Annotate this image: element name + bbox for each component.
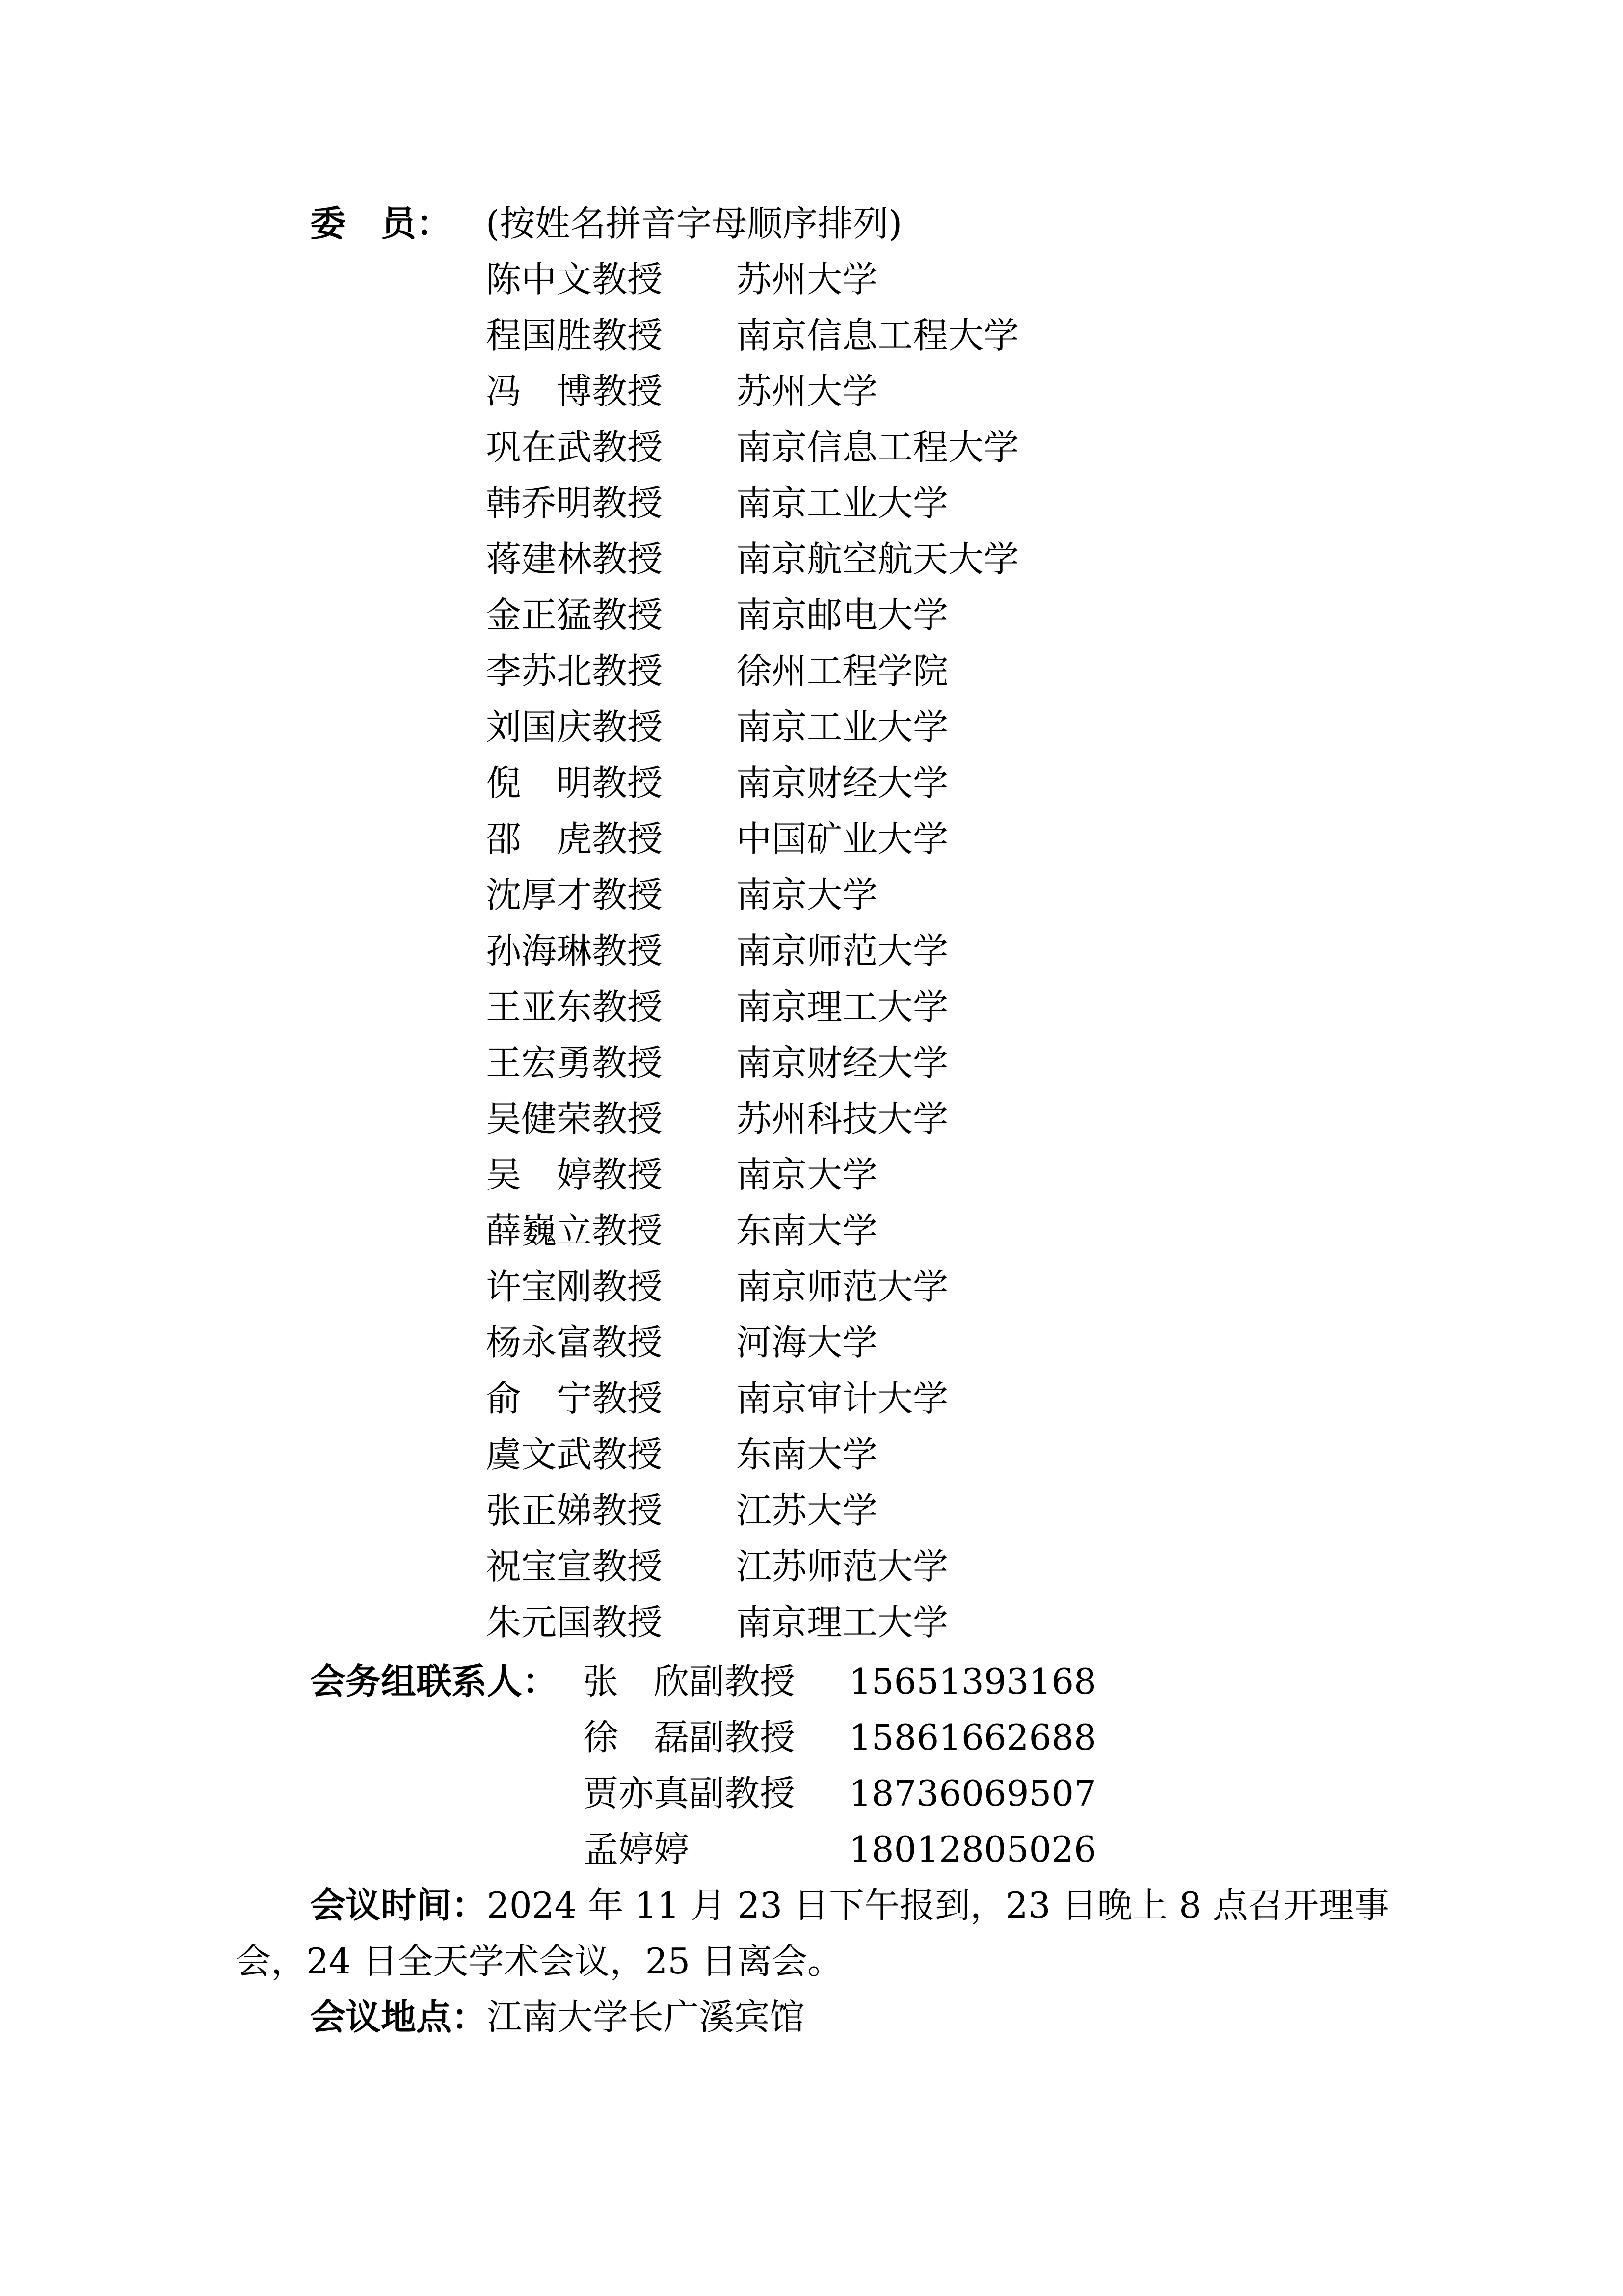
member-name: 祝宝宣教授 [486, 1546, 663, 1587]
committee-member-row [0, 1035, 1623, 1091]
contact-row [0, 1709, 1623, 1765]
meeting-time-line-1 [310, 1877, 1488, 1933]
committee-member-row [0, 1427, 1623, 1483]
member-institution: 南京大学 [736, 874, 878, 916]
member-institution: 南京航空航天大学 [736, 539, 1019, 580]
committee-member-row [0, 251, 1623, 307]
member-institution: 中国矿业大学 [736, 818, 949, 860]
member-name: 蒋建林教授 [486, 539, 663, 580]
contacts-label: 会务组联系人： [310, 1660, 558, 1702]
contact-row [0, 1821, 1623, 1877]
member-institution: 江苏师范大学 [736, 1546, 949, 1587]
committee-member-row [0, 867, 1623, 923]
committee-member-row [0, 755, 1623, 811]
member-name: 许宝刚教授 [486, 1266, 663, 1307]
committee-member-row [0, 811, 1623, 867]
committee-member-row [0, 1483, 1623, 1539]
member-name: 朱元国教授 [486, 1602, 663, 1643]
member-institution: 南京信息工程大学 [736, 427, 1019, 468]
member-name: 吴健荣教授 [486, 1098, 663, 1139]
committee-note: (按姓名拼音字母顺序排列) [486, 203, 903, 244]
member-institution: 苏州科技大学 [736, 1098, 949, 1139]
member-name: 刘国庆教授 [486, 706, 663, 748]
contact-phone: 15861662688 [849, 1717, 1096, 1758]
member-name: 韩乔明教授 [486, 483, 663, 524]
contact-row [0, 1765, 1623, 1821]
member-institution: 南京审计大学 [736, 1378, 949, 1419]
committee-member-row [0, 923, 1623, 979]
meeting-time-label: 会议时间： [310, 1884, 487, 1926]
member-institution: 南京财经大学 [736, 1042, 949, 1083]
member-institution: 南京工业大学 [736, 483, 949, 524]
committee-member-row [0, 643, 1623, 699]
contact-name: 孟婷婷 [583, 1829, 690, 1870]
contact-name: 贾亦真副教授 [583, 1773, 796, 1814]
committee-member-row [0, 307, 1623, 363]
member-name: 孙海琳教授 [486, 930, 663, 972]
committee-member-row [0, 587, 1623, 643]
committee-member-row [0, 979, 1623, 1035]
meeting-time-text-2: 会，24 日全天学术会议，25 日离会。 [236, 1941, 843, 1982]
committee-member-row [0, 1147, 1623, 1203]
member-institution: 南京理工大学 [736, 1602, 949, 1643]
contact-name: 徐 磊副教授 [583, 1717, 796, 1758]
member-name: 李苏北教授 [486, 650, 663, 692]
member-institution: 南京邮电大学 [736, 594, 949, 636]
committee-label: 委 员： [310, 202, 452, 244]
meeting-place-label: 会议地点： [310, 1996, 487, 2038]
member-name: 倪 明教授 [486, 762, 663, 804]
member-institution: 南京师范大学 [736, 930, 949, 972]
committee-member-row [0, 699, 1623, 755]
committee-member-row [0, 1594, 1623, 1650]
member-name: 沈厚才教授 [486, 874, 663, 916]
member-name: 张正娣教授 [486, 1490, 663, 1531]
member-name: 冯 博教授 [486, 371, 663, 412]
member-institution: 苏州大学 [736, 371, 878, 412]
member-institution: 南京大学 [736, 1154, 878, 1195]
member-institution: 南京财经大学 [736, 762, 949, 804]
contact-phone: 15651393168 [849, 1661, 1096, 1702]
committee-member-row [0, 1259, 1623, 1315]
member-institution: 南京师范大学 [736, 1266, 949, 1307]
contact-name: 张 欣副教授 [583, 1661, 796, 1702]
member-name: 王亚东教授 [486, 986, 663, 1027]
member-name: 杨永富教授 [486, 1322, 663, 1363]
member-name: 虞文武教授 [486, 1434, 663, 1475]
member-institution: 南京理工大学 [736, 986, 949, 1027]
meeting-time-line-2 [236, 1933, 1413, 1989]
member-name: 程国胜教授 [486, 315, 663, 356]
member-name: 巩在武教授 [486, 427, 663, 468]
meeting-time-text-1: 2024 年 11 月 23 日下午报到，23 日晚上 8 点召开理事 [487, 1885, 1390, 1926]
member-institution: 东南大学 [736, 1434, 878, 1475]
committee-member-row [0, 475, 1623, 531]
member-name: 金正猛教授 [486, 594, 663, 636]
meeting-place-value: 江南大学长广溪宾馆 [487, 1997, 805, 2038]
meeting-place-line [310, 1989, 1488, 2045]
committee-member-row [0, 363, 1623, 419]
member-name: 吴 婷教授 [486, 1154, 663, 1195]
committee-member-row [0, 1539, 1623, 1594]
member-name: 俞 宁教授 [486, 1378, 663, 1419]
committee-member-row [0, 1371, 1623, 1427]
member-name: 王宏勇教授 [486, 1042, 663, 1083]
committee-header [310, 195, 1488, 251]
member-institution: 苏州大学 [736, 259, 878, 300]
member-institution: 南京信息工程大学 [736, 315, 1019, 356]
contact-phone: 18736069507 [849, 1773, 1096, 1814]
committee-member-row [0, 531, 1623, 587]
member-name: 薛巍立教授 [486, 1210, 663, 1251]
member-institution: 东南大学 [736, 1210, 878, 1251]
contact-row [0, 1653, 1623, 1709]
committee-member-row [0, 1091, 1623, 1147]
member-institution: 南京工业大学 [736, 706, 949, 748]
member-institution: 河海大学 [736, 1322, 878, 1363]
committee-member-row [0, 1315, 1623, 1371]
member-institution: 江苏大学 [736, 1490, 878, 1531]
member-name: 邵 虎教授 [486, 818, 663, 860]
committee-member-row [0, 419, 1623, 475]
member-institution: 徐州工程学院 [736, 650, 949, 692]
committee-member-row [0, 1203, 1623, 1259]
contact-phone: 18012805026 [849, 1829, 1096, 1870]
member-name: 陈中文教授 [486, 259, 663, 300]
